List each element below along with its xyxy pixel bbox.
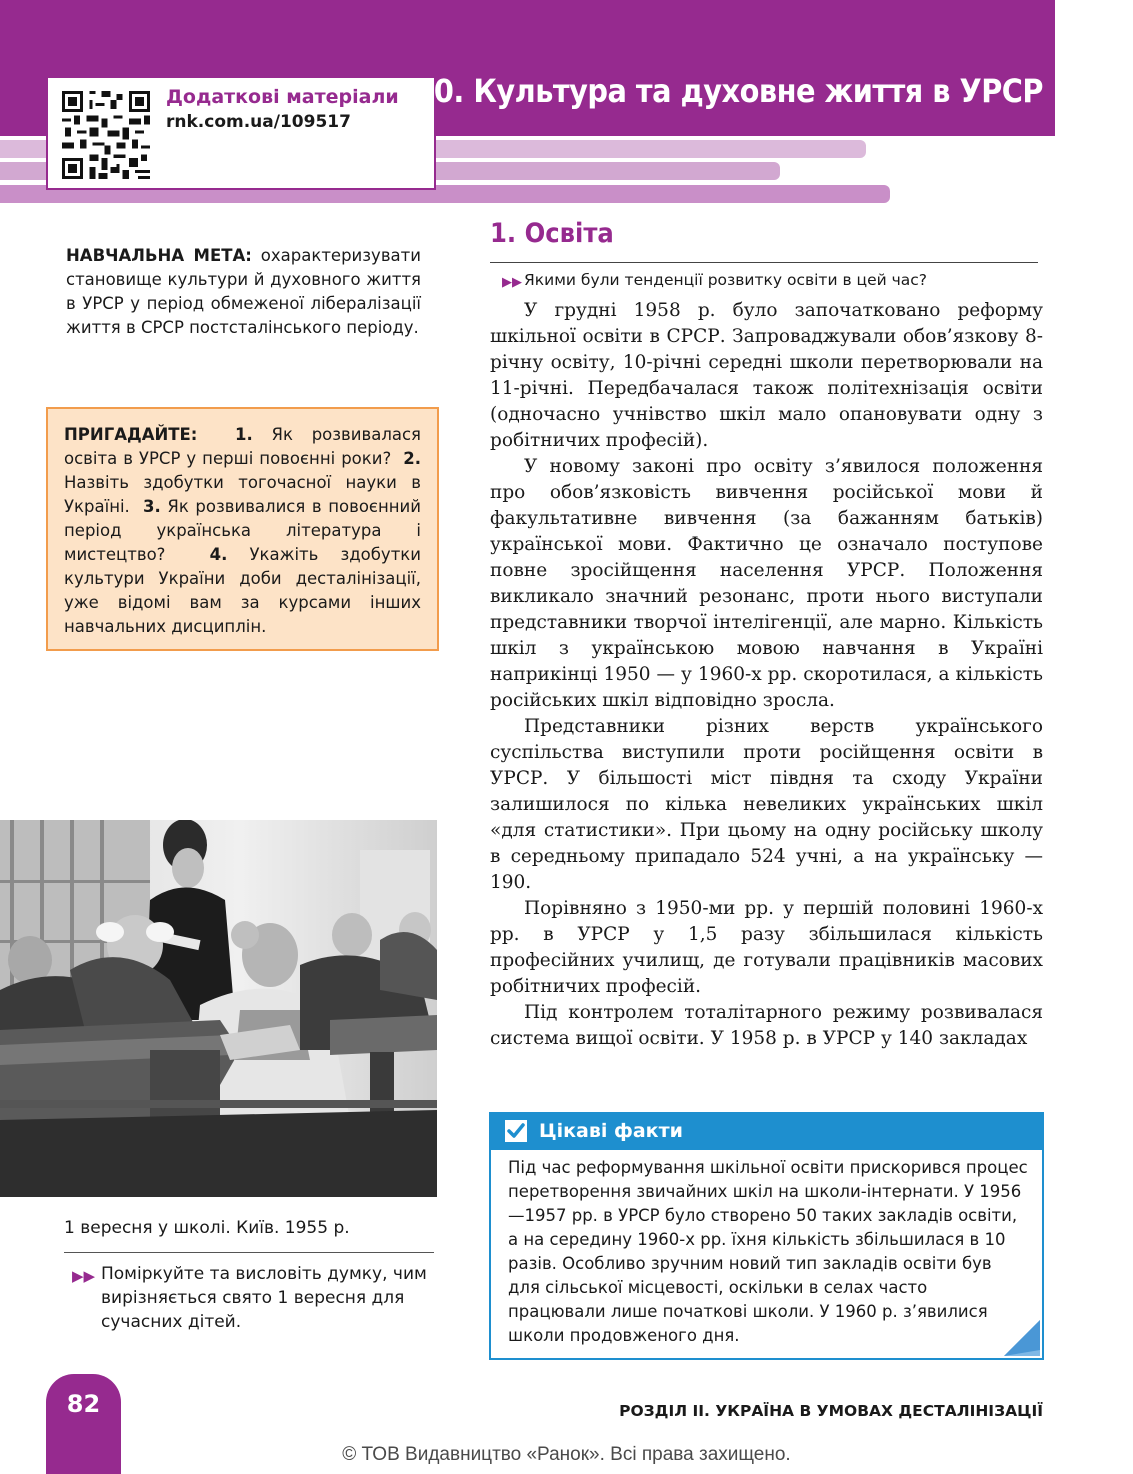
recall-label: ПРИГАДАЙТЕ: xyxy=(64,425,198,444)
chapter-title: РОЗДІЛ ІІ. УКРАЇНА В УМОВАХ ДЕСТАЛІНІЗАЦІЇ xyxy=(619,1402,1043,1420)
photo-caption: 1 вересня у школі. Київ. 1955 р. xyxy=(64,1218,350,1238)
extra-materials-title: Додаткові матеріали xyxy=(166,86,399,108)
section-title: 1. Освіта xyxy=(490,218,614,249)
copyright: © ТОВ Видавництво «Ранок». Всі права захищено. xyxy=(342,1444,791,1465)
recall-text xyxy=(64,423,421,639)
double-arrow-icon: ▶▶ xyxy=(72,1267,96,1285)
body-paragraph: У грудні 1958 р. було започатковано реформу шкільної освіти в СРСР. Запроваджували обов’язкову 8-річну освіту, 10-річні середні школи перетворювали на 11-річні. Передбачалася також політехнізація освіти (одночасно учнівство шкіл мало опановувати одну з робітничих професій). xyxy=(490,300,1043,451)
divider xyxy=(64,1252,434,1253)
recall-item: Як розвивалася освіта в УРСР у перші повоєнні роки? xyxy=(64,425,421,468)
page-curl-icon xyxy=(1004,1320,1040,1356)
qr-code-icon[interactable] xyxy=(62,91,150,179)
recall-item: Укажіть здобутки культури України доби десталінізації, уже відомі вам за курсами інших навчальних дисциплін. xyxy=(64,545,421,636)
extra-materials-link[interactable]: rnk.com.ua/109517 xyxy=(166,112,351,132)
body-paragraph: Представники різних верств українського суспільства виступили проти російщення освіти в УРСР. У більшості міст півдня та сходу України залишилося по кілька невеликих українських шкіл «для статистики». При цьому на одну російську школу в середньому припадало 524 учні, а на українську — 190. xyxy=(490,716,1043,893)
body-paragraph: Порівняно з 1950-ми рр. у першій половині 1960-х рр. в УРСР у 1,5 разу збільшилася кількість професійних училищ, де готували працівників масових робітничих професій. xyxy=(490,898,1043,997)
recall-item-number: 3. xyxy=(143,497,161,516)
recall-item: Назвіть здобутки тогочасної науки в Україні. xyxy=(64,473,421,516)
recall-item-number: 4. xyxy=(209,545,228,564)
section-body xyxy=(490,298,1043,1052)
section-question: Якими були тенденції розвитку освіти в цей час? xyxy=(524,271,928,289)
body-paragraph: У новому законі про освіту з’явилося положення про обов’язковість вивчення російської мови й факультативне вивчення (за бажанням батьків) української мови. Фактично це означало поступове повне зросійщення населення УРСР. Положення викликало значний резонанс, проти нього виступали представники творчої інтелігенції, але марно. Кількість шкіл з українською мовою навчання в Україні наприкінці 1950 — у 1960-х рр. скоротилася, а кількість російських шкіл відповідно зросла. xyxy=(490,456,1043,711)
classroom-photo xyxy=(0,820,437,1197)
learning-goal-label: НАВЧАЛЬНА МЕТА: xyxy=(66,246,252,265)
double-arrow-icon: ▶▶ xyxy=(502,275,522,290)
checkmark-icon xyxy=(505,1120,527,1142)
photo-task: Поміркуйте та висловіть думку, чим вирізняється свято 1 вересня для сучасних дітей. xyxy=(101,1264,427,1332)
page-number: 82 xyxy=(66,1390,101,1418)
recall-item-number: 2. xyxy=(403,449,421,468)
body-paragraph: Під контролем тоталітарного режиму розвивалася система вищої освіти. У 1958 р. в УРСР у 140 закладах xyxy=(490,1002,1043,1049)
divider xyxy=(490,262,1038,263)
learning-goal-text: охарактеризувати становище культури й духовного життя в УРСР у період обмеженої лібералізації життя в СРСР постсталінського періоду. xyxy=(66,246,421,337)
learning-goal xyxy=(66,244,421,340)
facts-title: Цікаві факти xyxy=(539,1120,683,1142)
recall-item: Як розвивалися в повоєнний період українська література і мистецтво? xyxy=(64,497,422,564)
recall-item-number: 1. xyxy=(234,425,253,444)
paragraph-title: §10. Культура та духовне життя в УРСР xyxy=(400,72,1043,110)
facts-text: Під час реформування шкільної освіти прискорився процес перетворення звичайних шкіл на школи-інтернати. У 1956—1957 рр. в УРСР було створено 50 таких закладів освіти, а на середину 1960-х рр. їхня кількість збільшилася в 10 разів. Особливо зручним новий тип закладів освіти був для сільської місцевості, оскільки в селах часто працювали лише початкові школи. У 1960 р. з’явилися школи продовженого дня. xyxy=(508,1158,1028,1345)
